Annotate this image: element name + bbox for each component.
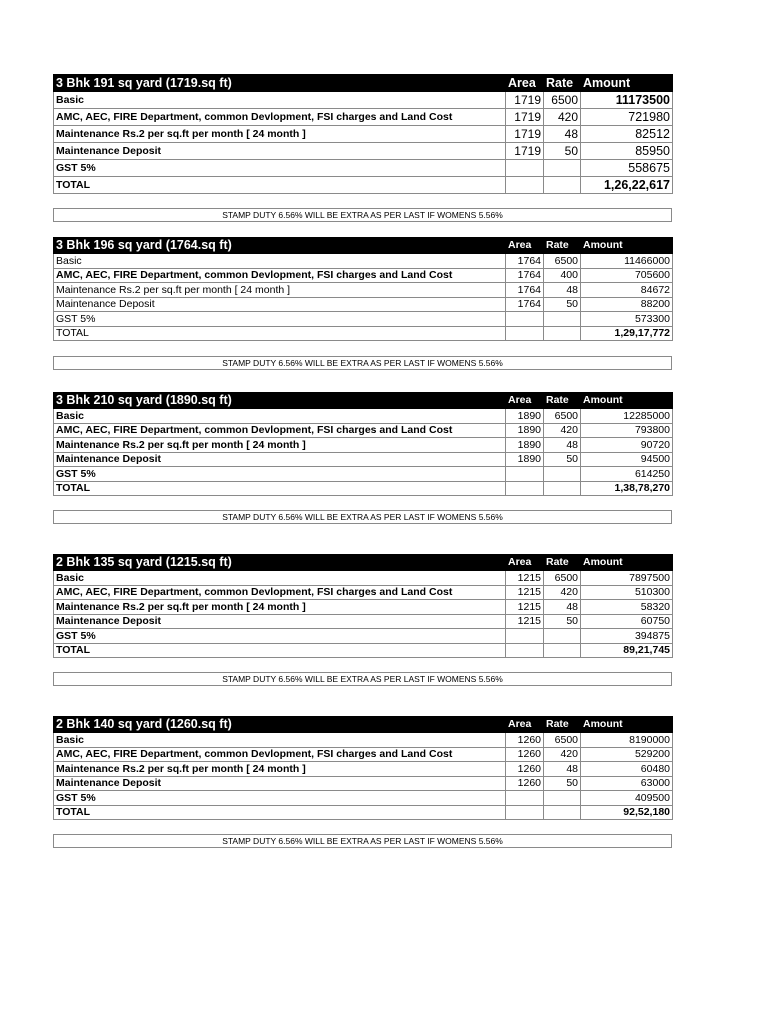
- row-amount: 92,52,180: [581, 805, 673, 820]
- row-rate: 420: [544, 109, 581, 126]
- row-amount: 8190000: [581, 733, 673, 748]
- row-label: Basic: [54, 571, 506, 586]
- total-row: [54, 177, 673, 194]
- row-rate: 48: [544, 126, 581, 143]
- table-header: [54, 238, 673, 254]
- row-area: 1764: [506, 254, 544, 269]
- row-amount: 721980: [581, 109, 673, 126]
- row-amount: 94500: [581, 452, 673, 467]
- row-rate: [544, 629, 581, 644]
- total-row: [54, 481, 673, 496]
- row-label: TOTAL: [54, 481, 506, 496]
- row-amount: 82512: [581, 126, 673, 143]
- row-rate: 48: [544, 600, 581, 615]
- row-rate: 48: [544, 762, 581, 777]
- total-row: [54, 326, 673, 341]
- row-amount: 529200: [581, 747, 673, 762]
- row-area: [506, 177, 544, 194]
- table-header: [54, 75, 673, 92]
- row-label: Maintenance Deposit: [54, 614, 506, 629]
- stamp-duty-note: STAMP DUTY 6.56% WILL BE EXTRA AS PER LAST IF WOMENS 5.56%: [53, 356, 672, 370]
- table-row: [54, 268, 673, 283]
- unit-title: 2 Bhk 140 sq yard (1260.sq ft): [54, 717, 506, 733]
- row-area: [506, 629, 544, 644]
- row-amount: 1,29,17,772: [581, 326, 673, 341]
- row-area: [506, 643, 544, 658]
- unit-title: 3 Bhk 196 sq yard (1764.sq ft): [54, 238, 506, 254]
- row-amount: 7897500: [581, 571, 673, 586]
- row-rate: 6500: [544, 409, 581, 424]
- cost-table: [53, 716, 673, 820]
- row-rate: 50: [544, 143, 581, 160]
- row-label: Maintenance Rs.2 per sq.ft per month [ 24 month ]: [54, 438, 506, 453]
- row-label: Maintenance Deposit: [54, 297, 506, 312]
- row-amount: 11466000: [581, 254, 673, 269]
- row-rate: 6500: [544, 733, 581, 748]
- table-row: [54, 762, 673, 777]
- row-amount: 88200: [581, 297, 673, 312]
- amount-header: Amount: [581, 393, 673, 409]
- row-label: TOTAL: [54, 643, 506, 658]
- table-header: [54, 393, 673, 409]
- row-amount: 394875: [581, 629, 673, 644]
- cost-sheet-2bhk-135: [53, 554, 672, 658]
- row-amount: 793800: [581, 423, 673, 438]
- row-rate: 50: [544, 614, 581, 629]
- stamp-duty-note: STAMP DUTY 6.56% WILL BE EXTRA AS PER LAST IF WOMENS 5.56%: [53, 834, 672, 848]
- table-row: [54, 109, 673, 126]
- table-header: [54, 717, 673, 733]
- row-area: 1890: [506, 452, 544, 467]
- rate-header: Rate: [544, 555, 581, 571]
- row-amount: 11173500: [581, 92, 673, 109]
- row-area: [506, 805, 544, 820]
- row-label: AMC, AEC, FIRE Department, common Devlopment, FSI charges and Land Cost: [54, 423, 506, 438]
- row-area: 1719: [506, 143, 544, 160]
- row-amount: 705600: [581, 268, 673, 283]
- row-rate: [544, 326, 581, 341]
- row-area: 1719: [506, 126, 544, 143]
- row-amount: 510300: [581, 585, 673, 600]
- row-area: [506, 312, 544, 327]
- table-row: [54, 126, 673, 143]
- row-label: Basic: [54, 92, 506, 109]
- row-amount: 1,26,22,617: [581, 177, 673, 194]
- row-label: Maintenance Deposit: [54, 143, 506, 160]
- row-area: 1260: [506, 747, 544, 762]
- row-rate: 50: [544, 776, 581, 791]
- cost-table: [53, 74, 673, 194]
- area-header: Area: [506, 555, 544, 571]
- row-rate: 420: [544, 585, 581, 600]
- cost-sheet-2bhk-140: [53, 716, 672, 820]
- row-amount: 60480: [581, 762, 673, 777]
- row-label: GST 5%: [54, 467, 506, 482]
- row-amount: 90720: [581, 438, 673, 453]
- row-rate: [544, 177, 581, 194]
- table-row: [54, 312, 673, 327]
- row-area: [506, 467, 544, 482]
- table-row: [54, 614, 673, 629]
- stamp-duty-note: STAMP DUTY 6.56% WILL BE EXTRA AS PER LAST IF WOMENS 5.56%: [53, 510, 672, 524]
- row-rate: 50: [544, 297, 581, 312]
- row-label: GST 5%: [54, 629, 506, 644]
- row-area: 1260: [506, 733, 544, 748]
- table-row: [54, 438, 673, 453]
- row-amount: 58320: [581, 600, 673, 615]
- row-area: 1215: [506, 614, 544, 629]
- row-rate: 50: [544, 452, 581, 467]
- row-rate: 6500: [544, 254, 581, 269]
- amount-header: Amount: [581, 75, 673, 92]
- cost-table: [53, 392, 673, 496]
- cost-sheet-3bhk-196: [53, 237, 672, 341]
- table-row: [54, 452, 673, 467]
- area-header: Area: [506, 717, 544, 733]
- row-amount: 85950: [581, 143, 673, 160]
- row-label: AMC, AEC, FIRE Department, common Devlopment, FSI charges and Land Cost: [54, 109, 506, 126]
- row-area: 1764: [506, 268, 544, 283]
- row-rate: [544, 312, 581, 327]
- area-header: Area: [506, 238, 544, 254]
- row-rate: [544, 160, 581, 177]
- table-row: [54, 600, 673, 615]
- total-row: [54, 805, 673, 820]
- row-rate: [544, 467, 581, 482]
- row-label: Maintenance Rs.2 per sq.ft per month [ 24 month ]: [54, 600, 506, 615]
- row-amount: 558675: [581, 160, 673, 177]
- row-area: 1215: [506, 600, 544, 615]
- row-rate: [544, 805, 581, 820]
- area-header: Area: [506, 75, 544, 92]
- table-row: [54, 143, 673, 160]
- row-label: Maintenance Rs.2 per sq.ft per month [ 24 month ]: [54, 126, 506, 143]
- row-area: 1890: [506, 438, 544, 453]
- rate-header: Rate: [544, 75, 581, 92]
- table-row: [54, 747, 673, 762]
- row-area: 1719: [506, 92, 544, 109]
- row-area: [506, 481, 544, 496]
- row-label: AMC, AEC, FIRE Department, common Devlopment, FSI charges and Land Cost: [54, 585, 506, 600]
- row-label: GST 5%: [54, 791, 506, 806]
- unit-title: 2 Bhk 135 sq yard (1215.sq ft): [54, 555, 506, 571]
- rate-header: Rate: [544, 393, 581, 409]
- row-rate: 6500: [544, 571, 581, 586]
- amount-header: Amount: [581, 717, 673, 733]
- row-amount: 1,38,78,270: [581, 481, 673, 496]
- table-row: [54, 571, 673, 586]
- row-label: GST 5%: [54, 312, 506, 327]
- row-area: 1260: [506, 762, 544, 777]
- row-area: 1764: [506, 283, 544, 298]
- table-row: [54, 297, 673, 312]
- table-row: [54, 467, 673, 482]
- total-row: [54, 643, 673, 658]
- row-amount: 89,21,745: [581, 643, 673, 658]
- row-label: AMC, AEC, FIRE Department, common Devlopment, FSI charges and Land Cost: [54, 747, 506, 762]
- row-area: [506, 791, 544, 806]
- table-row: [54, 776, 673, 791]
- row-amount: 12285000: [581, 409, 673, 424]
- table-row: [54, 283, 673, 298]
- row-label: Basic: [54, 409, 506, 424]
- amount-header: Amount: [581, 238, 673, 254]
- row-amount: 409500: [581, 791, 673, 806]
- table-row: [54, 733, 673, 748]
- row-area: 1260: [506, 776, 544, 791]
- row-amount: 63000: [581, 776, 673, 791]
- row-area: 1890: [506, 423, 544, 438]
- row-amount: 614250: [581, 467, 673, 482]
- row-area: 1215: [506, 571, 544, 586]
- area-header: Area: [506, 393, 544, 409]
- row-label: TOTAL: [54, 177, 506, 194]
- row-rate: [544, 643, 581, 658]
- stamp-duty-note: STAMP DUTY 6.56% WILL BE EXTRA AS PER LAST IF WOMENS 5.56%: [53, 672, 672, 686]
- row-label: AMC, AEC, FIRE Department, common Devlopment, FSI charges and Land Cost: [54, 268, 506, 283]
- row-amount: 573300: [581, 312, 673, 327]
- table-row: [54, 629, 673, 644]
- row-label: Basic: [54, 254, 506, 269]
- table-row: [54, 254, 673, 269]
- table-row: [54, 791, 673, 806]
- row-label: Basic: [54, 733, 506, 748]
- table-row: [54, 423, 673, 438]
- rate-header: Rate: [544, 238, 581, 254]
- row-area: 1215: [506, 585, 544, 600]
- stamp-duty-note: STAMP DUTY 6.56% WILL BE EXTRA AS PER LAST IF WOMENS 5.56%: [53, 208, 672, 222]
- row-amount: 60750: [581, 614, 673, 629]
- row-amount: 84672: [581, 283, 673, 298]
- table-header: [54, 555, 673, 571]
- row-label: Maintenance Deposit: [54, 452, 506, 467]
- row-rate: 48: [544, 283, 581, 298]
- cost-table: [53, 554, 673, 658]
- row-label: TOTAL: [54, 326, 506, 341]
- row-rate: 48: [544, 438, 581, 453]
- table-row: [54, 585, 673, 600]
- row-area: [506, 160, 544, 177]
- row-rate: 6500: [544, 92, 581, 109]
- row-label: TOTAL: [54, 805, 506, 820]
- table-row: [54, 92, 673, 109]
- unit-title: 3 Bhk 191 sq yard (1719.sq ft): [54, 75, 506, 92]
- row-label: Maintenance Rs.2 per sq.ft per month [ 24 month ]: [54, 762, 506, 777]
- cost-sheet-3bhk-210: [53, 392, 672, 496]
- table-row: [54, 160, 673, 177]
- row-area: 1890: [506, 409, 544, 424]
- unit-title: 3 Bhk 210 sq yard (1890.sq ft): [54, 393, 506, 409]
- table-row: [54, 409, 673, 424]
- rate-header: Rate: [544, 717, 581, 733]
- row-area: 1764: [506, 297, 544, 312]
- row-rate: 420: [544, 747, 581, 762]
- row-rate: 400: [544, 268, 581, 283]
- row-label: Maintenance Deposit: [54, 776, 506, 791]
- cost-table: [53, 237, 673, 341]
- row-area: [506, 326, 544, 341]
- row-rate: [544, 481, 581, 496]
- row-label: Maintenance Rs.2 per sq.ft per month [ 24 month ]: [54, 283, 506, 298]
- row-rate: [544, 791, 581, 806]
- cost-sheet-3bhk-191: [53, 74, 672, 194]
- amount-header: Amount: [581, 555, 673, 571]
- row-area: 1719: [506, 109, 544, 126]
- row-rate: 420: [544, 423, 581, 438]
- row-label: GST 5%: [54, 160, 506, 177]
